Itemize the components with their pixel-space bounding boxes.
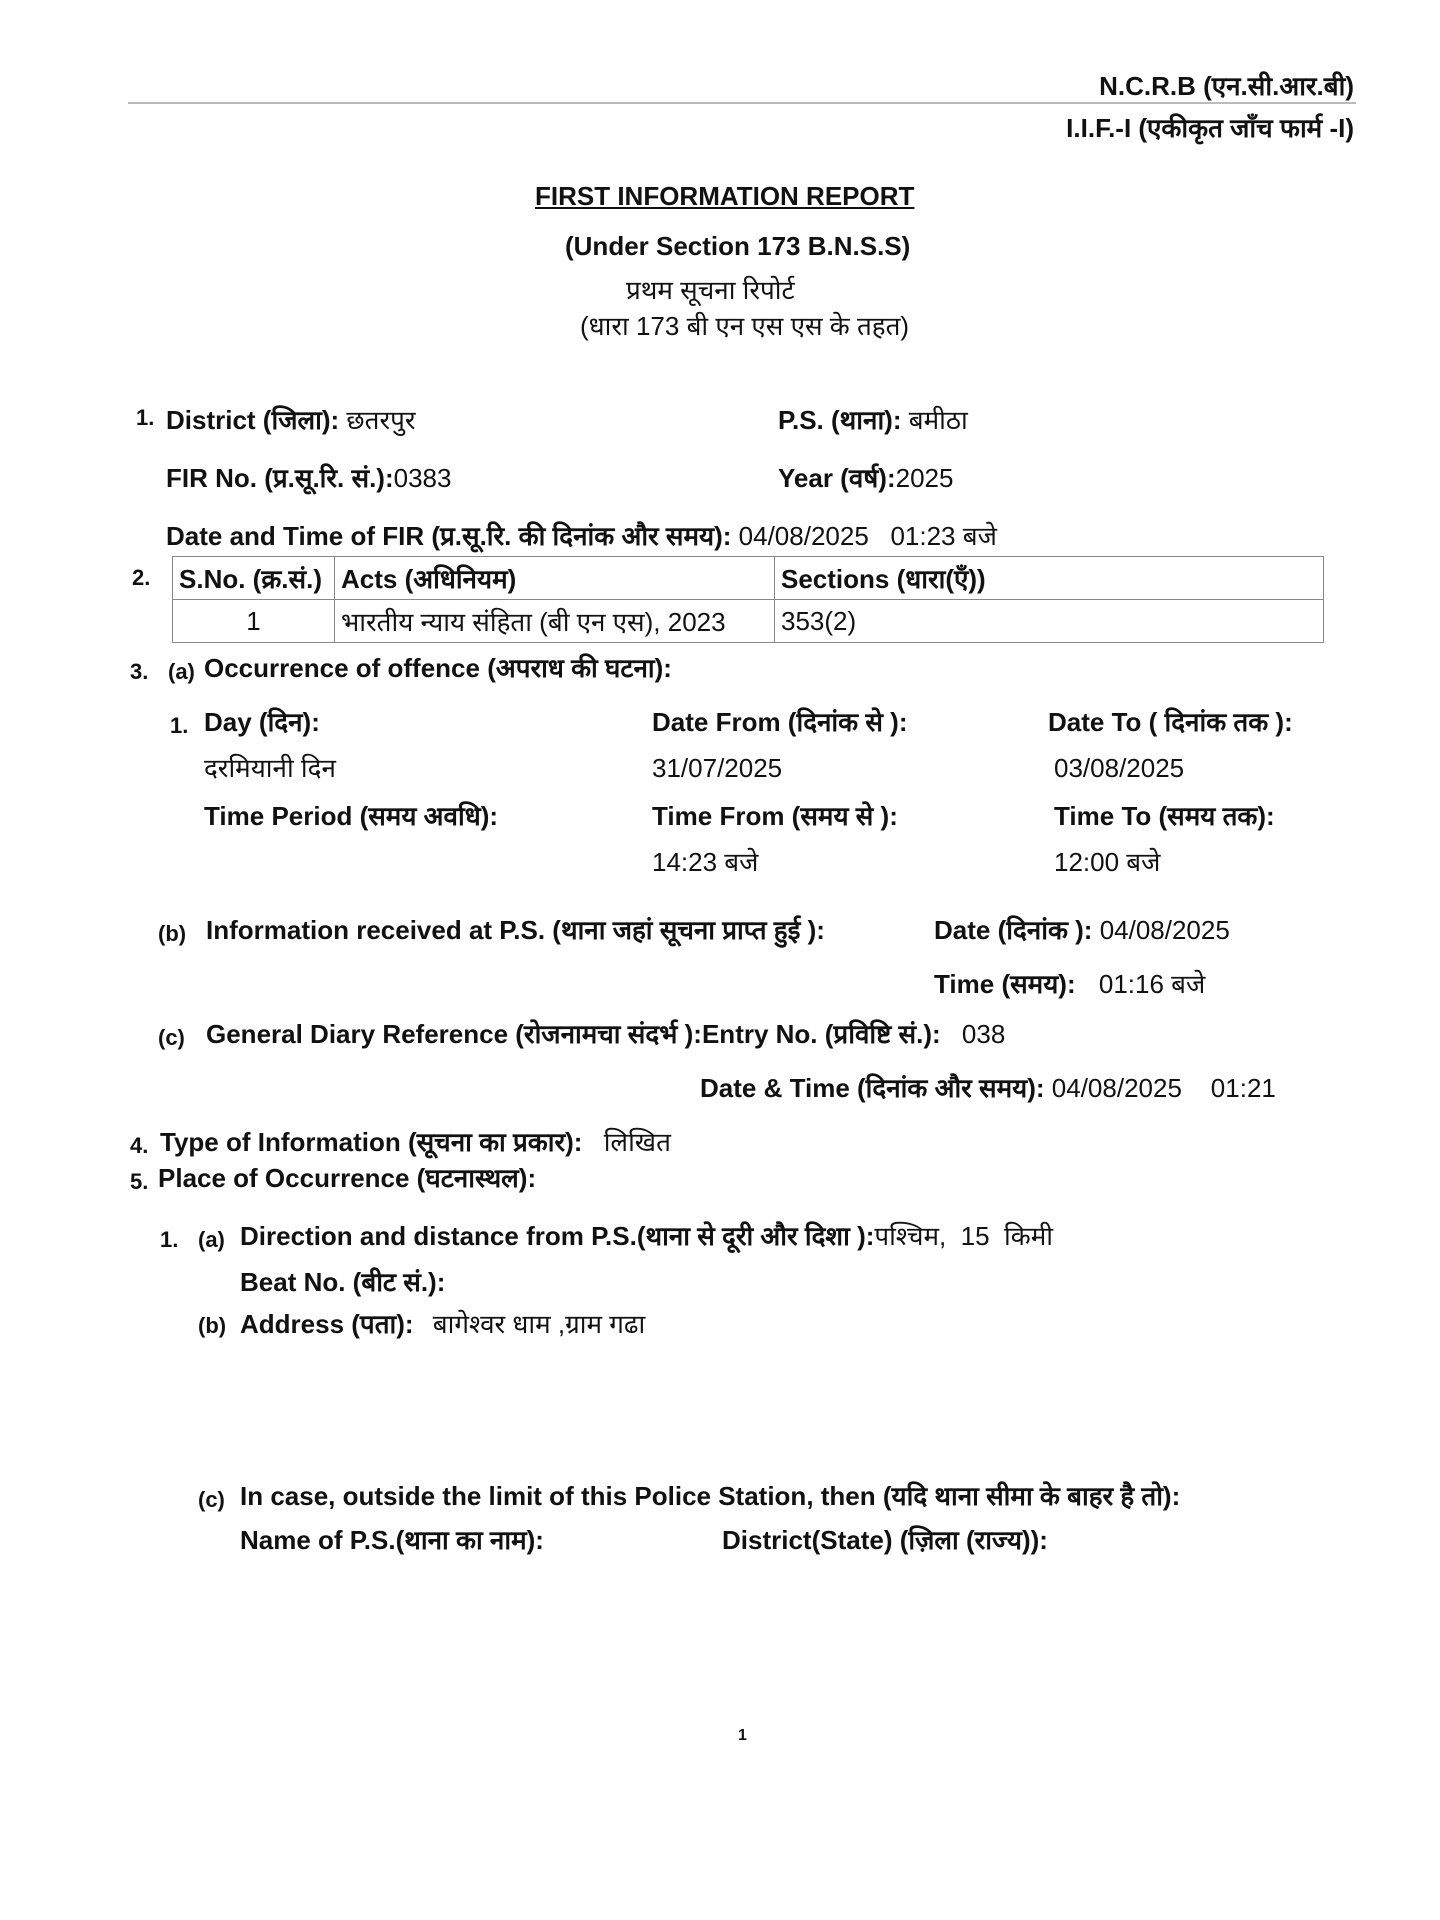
info-received-time-label: Time (समय):	[934, 969, 1076, 999]
acts-table-header	[173, 557, 1324, 600]
district-row	[166, 404, 416, 436]
ps-value: बमीठा	[908, 405, 968, 435]
time-from-value: 14:23 बजे	[652, 847, 759, 877]
info-received-date	[934, 914, 1230, 946]
sno-header: S.No. (क्र.सं.)	[173, 557, 335, 600]
sno-cell: 1	[173, 600, 335, 643]
time-period-label: Time Period (समय अवधि):	[204, 801, 499, 831]
report-title-hindi: प्रथम सूचना रिपोर्ट	[626, 275, 795, 305]
fir-datetime-value: 04/08/2025 01:23 बजे	[738, 521, 997, 551]
sections-header: Sections (धारा(एँ))	[775, 557, 1324, 600]
report-under-section: (Under Section 173 B.N.S.S)	[565, 231, 911, 261]
ps-name-label: Name of P.S.(थाना का नाम):	[240, 1525, 544, 1555]
address-row	[240, 1308, 645, 1340]
table-row	[173, 600, 1324, 643]
info-received-time-value: 01:16 बजे	[1098, 969, 1206, 999]
district-label: District (जिला):	[166, 405, 340, 435]
place-of-occurrence-label: Place of Occurrence (घटनास्थल):	[158, 1163, 537, 1193]
gd-entry-value: 038	[961, 1019, 1006, 1049]
header-divider	[128, 102, 1356, 104]
gd-datetime-row	[700, 1072, 1276, 1104]
section3c-marker: (c)	[158, 1025, 185, 1050]
year-value: 2025	[895, 463, 954, 493]
info-type-row	[160, 1126, 671, 1158]
date-from-label: Date From (दिनांक से ):	[652, 707, 908, 737]
occurrence-label: Occurrence of offence (अपराध की घटना):	[204, 653, 672, 683]
direction-label: Direction and distance from P.S.(थाना से दूरी और दिशा ):	[240, 1221, 875, 1251]
ps-label: P.S. (थाना):	[778, 405, 902, 435]
date-to-value: 03/08/2025	[1054, 753, 1185, 783]
district-value: छतरपुर	[346, 405, 416, 435]
act-cell: भारतीय न्याय संहिता (बी एन एस), 2023	[335, 600, 775, 643]
info-received-date-value: 04/08/2025	[1099, 915, 1230, 945]
outside-limit-label: In case, outside the limit of this Police Station, then (यदि थाना सीमा के बाहर है तो):	[240, 1481, 1181, 1511]
section3-number: 3.	[130, 659, 149, 684]
time-to-label: Time To (समय तक):	[1054, 801, 1275, 831]
fir-no-label: FIR No. (प्र.सू.रि. सं.):	[166, 463, 394, 493]
info-received-label: Information received at P.S. (थाना जहां सूचना प्राप्त हुई ):	[206, 915, 825, 945]
ps-row	[778, 404, 968, 436]
time-to-value: 12:00 बजे	[1054, 847, 1161, 877]
gd-datetime-label: Date & Time (दिनांक और समय):	[700, 1073, 1045, 1103]
address-label: Address (पता):	[240, 1309, 414, 1339]
address-value: बागेश्वर धाम ,ग्राम गढा	[432, 1309, 646, 1339]
report-section-hindi: (धारा 173 बी एन एस एस के तहत)	[580, 311, 910, 341]
section5-sub-number: 1.	[160, 1227, 179, 1252]
section5b-marker: (b)	[198, 1313, 227, 1338]
section2-number: 2.	[132, 565, 151, 590]
date-from-value: 31/07/2025	[652, 753, 783, 783]
direction-value: पश्चिम, 15 किमी	[874, 1221, 1054, 1251]
day-label: Day (दिन):	[204, 707, 320, 737]
section5a-marker: (a)	[198, 1227, 225, 1252]
ncrb-header: N.C.R.B (एन.सी.आर.बी)	[1099, 71, 1354, 101]
section5-number: 5.	[130, 1169, 149, 1194]
year-row	[778, 462, 953, 494]
day-value: दरमियानी दिन	[204, 753, 336, 783]
section4-number: 4.	[130, 1133, 149, 1158]
beat-no-label: Beat No. (बीट सं.):	[240, 1267, 446, 1297]
date-to-label: Date To ( दिनांक तक ):	[1048, 707, 1293, 737]
year-label: Year (वर्ष):	[778, 463, 896, 493]
iif-header: I.I.F.-I (एकीकृत जाँच फार्म -I)	[1066, 113, 1354, 143]
fir-datetime-label: Date and Time of FIR (प्र.सू.रि. की दिनांक और समय):	[166, 521, 732, 551]
acts-header: Acts (अधिनियम)	[335, 557, 775, 600]
sections-cell: 353(2)	[775, 600, 1324, 643]
section3-sub-number: 1.	[170, 713, 189, 738]
fir-datetime-row	[166, 520, 997, 552]
info-received-date-label: Date (दिनांक ):	[934, 915, 1093, 945]
direction-row	[240, 1220, 1053, 1252]
time-from-label: Time From (समय से ):	[652, 801, 898, 831]
page-number: 1	[738, 1727, 747, 1744]
gd-reference-label: General Diary Reference (रोजनामचा संदर्भ ):Entry No. (प्रविष्टि सं.):	[206, 1019, 941, 1049]
section5c-marker: (c)	[198, 1487, 225, 1512]
fir-no-row	[166, 462, 451, 494]
district-state-label: District(State) (ज़िला (राज्य)):	[722, 1525, 1048, 1555]
gd-datetime-value: 04/08/2025 01:21	[1051, 1073, 1276, 1103]
section3a-marker: (a)	[168, 659, 195, 684]
info-type-label: Type of Information (सूचना का प्रकार):	[160, 1127, 583, 1157]
section3b-marker: (b)	[158, 921, 187, 946]
fir-no-value: 0383	[393, 463, 452, 493]
gd-reference-row	[206, 1018, 1005, 1050]
info-type-value: लिखित	[603, 1127, 671, 1157]
report-title: FIRST INFORMATION REPORT	[535, 181, 915, 211]
section1-number: 1.	[136, 405, 155, 430]
acts-table	[172, 556, 1324, 643]
info-received-time	[934, 968, 1205, 1000]
